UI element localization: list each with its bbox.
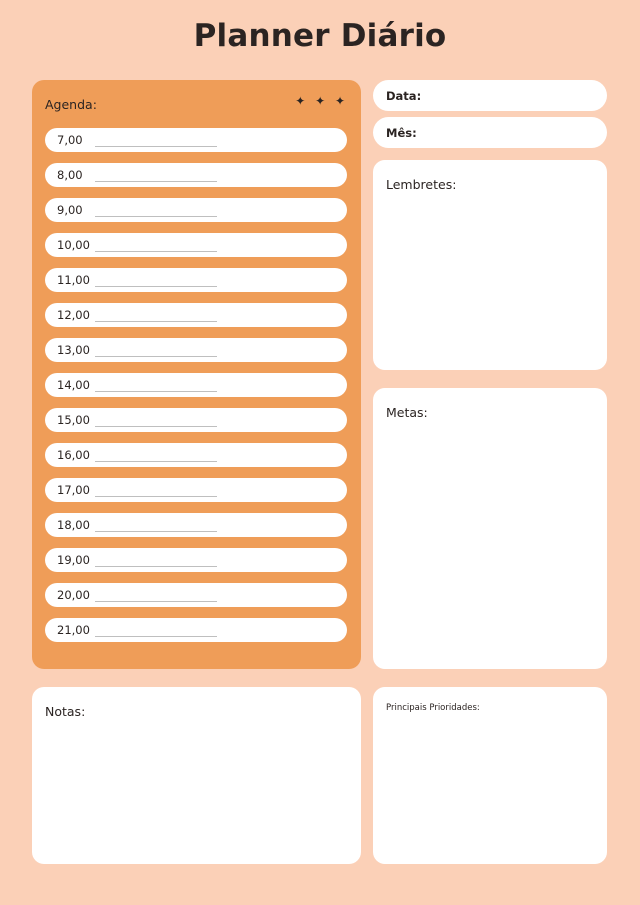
page-title: Planner Diário [193, 18, 447, 54]
date-label: Data: [386, 89, 422, 103]
agenda-panel [32, 80, 361, 669]
agenda-slot-line [95, 146, 217, 147]
agenda-slot[interactable] [45, 408, 347, 432]
agenda-slot-line [95, 321, 217, 322]
reminders-label: Lembretes: [386, 177, 457, 192]
agenda-slot[interactable] [45, 233, 347, 257]
agenda-label: Agenda: [45, 97, 97, 112]
agenda-slot-line [95, 286, 217, 287]
goals-box[interactable] [373, 388, 607, 669]
agenda-slot-line [95, 461, 217, 462]
agenda-slot-time: 14,00 [57, 378, 90, 392]
reminders-box[interactable] [373, 160, 607, 370]
agenda-slot-line [95, 251, 217, 252]
month-label: Mês: [386, 126, 417, 140]
agenda-slot-line [95, 391, 217, 392]
agenda-slot-time: 13,00 [57, 343, 90, 357]
agenda-slot-time: 18,00 [57, 518, 90, 532]
agenda-slot-time: 19,00 [57, 553, 90, 567]
priorities-label: Principais Prioridades: [386, 703, 480, 713]
agenda-slot[interactable] [45, 478, 347, 502]
agenda-slot-time: 10,00 [57, 238, 90, 252]
agenda-slot-time: 17,00 [57, 483, 90, 497]
agenda-slot-line [95, 181, 217, 182]
agenda-slot[interactable] [45, 373, 347, 397]
agenda-slot[interactable] [45, 618, 347, 642]
agenda-slot[interactable] [45, 198, 347, 222]
agenda-slot[interactable] [45, 548, 347, 572]
agenda-slot[interactable] [45, 583, 347, 607]
agenda-slot[interactable] [45, 338, 347, 362]
agenda-slot-time: 7,00 [57, 133, 83, 147]
agenda-slot-line [95, 356, 217, 357]
date-field[interactable] [373, 80, 607, 111]
agenda-slot-time: 16,00 [57, 448, 90, 462]
agenda-slot-line [95, 566, 217, 567]
agenda-slot-time: 11,00 [57, 273, 90, 287]
priorities-box[interactable] [373, 687, 607, 864]
goals-label: Metas: [386, 405, 428, 420]
agenda-slot-line [95, 216, 217, 217]
agenda-slot[interactable] [45, 513, 347, 537]
agenda-slot-line [95, 601, 217, 602]
agenda-slot-time: 20,00 [57, 588, 90, 602]
agenda-slot-time: 8,00 [57, 168, 83, 182]
agenda-slot-time: 15,00 [57, 413, 90, 427]
agenda-slot-line [95, 531, 217, 532]
agenda-slot[interactable] [45, 128, 347, 152]
sparkle-decoration-icon: ✦ ✦ ✦ [295, 94, 348, 108]
agenda-slot-line [95, 426, 217, 427]
agenda-slot-time: 12,00 [57, 308, 90, 322]
month-field[interactable] [373, 117, 607, 148]
notes-label: Notas: [45, 704, 86, 719]
agenda-slot[interactable] [45, 268, 347, 292]
agenda-slot-line [95, 496, 217, 497]
notes-box[interactable] [32, 687, 361, 864]
agenda-slot-time: 21,00 [57, 623, 90, 637]
agenda-slot-time: 9,00 [57, 203, 83, 217]
agenda-slot[interactable] [45, 163, 347, 187]
agenda-slot[interactable] [45, 303, 347, 327]
agenda-slot[interactable] [45, 443, 347, 467]
agenda-slot-line [95, 636, 217, 637]
